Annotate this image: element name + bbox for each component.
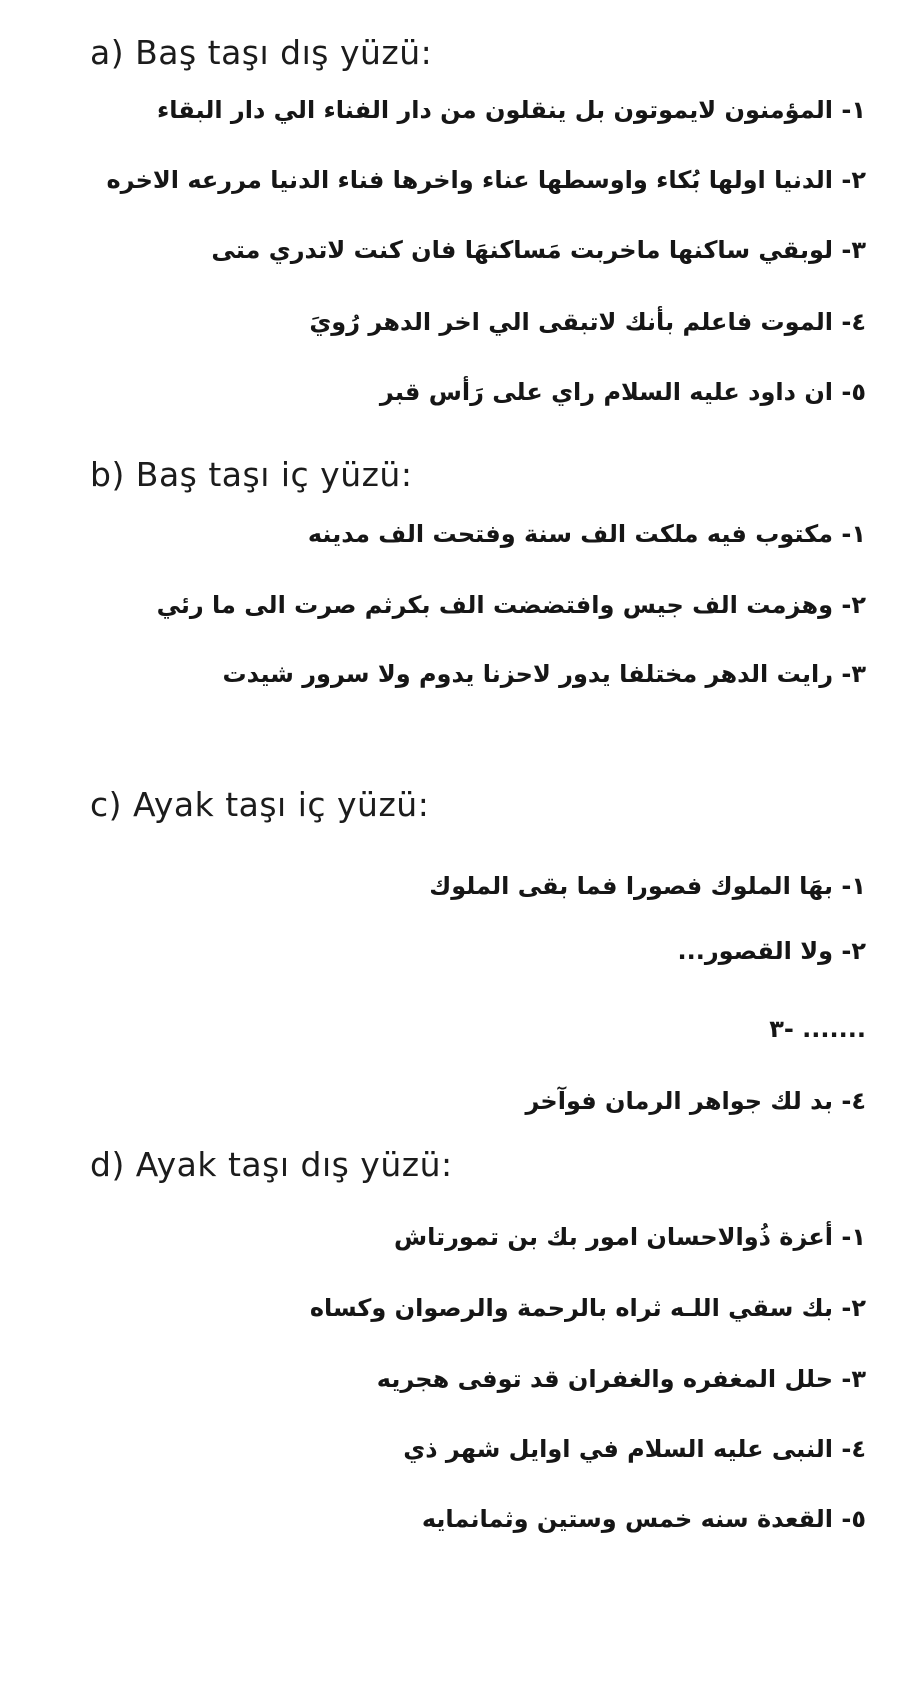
inscription-line: ٥- ان داود عليه السلام راي على رَأس قبر bbox=[379, 378, 866, 406]
inscription-line: ١- بهَا الملوك فصورا فما بقى الملوك bbox=[429, 872, 866, 900]
inscription-line: ٢- الدنيا اولها بُكاء واوسطها عناء واخرها فناء الدنيا مررعه الاخره bbox=[106, 166, 866, 194]
inscription-line: ٤- النبى عليه السلام في اوايل شهر ذي bbox=[403, 1435, 866, 1463]
section-heading: b) Baş taşı iç yüzü: bbox=[90, 455, 413, 494]
inscription-line: ٤- بد لك جواهر الرمان فوآخر bbox=[525, 1087, 866, 1115]
inscription-line: ٢- وهزمت الف جيس وافتضضت الف بكرثم صرت الى ما رئي bbox=[156, 591, 866, 619]
inscription-line: ٤- الموت فاعلم بأنك لاتبقى الي اخر الدهر رُويَ bbox=[309, 308, 866, 336]
inscription-line: ١- المؤمنون لايموتون بل ينقلون من دار الفناء الي دار البقاء bbox=[156, 96, 866, 124]
inscription-line: ١- مكتوب فيه ملكت الف سنة وفتحت الف مدينه bbox=[307, 520, 866, 548]
inscription-line: ٢- بك سقي اللـه ثراه بالرحمة والرصوان وكساه bbox=[309, 1294, 866, 1322]
inscription-line: ٣- رايت الدهر مختلفا يدور لاحزنا يدوم ولا سرور شيدت bbox=[222, 660, 866, 688]
inscription-line: ٣- حلل المغفره والغفران قد توفى هجريه bbox=[376, 1365, 866, 1393]
inscription-line: ٣- لوبقي ساكنها ماخربت مَساكنهَا فان كنت لاتدري متى bbox=[211, 236, 866, 264]
inscription-line: ٢- ولا القصور... bbox=[677, 937, 866, 965]
inscription-line: ١- أعزة ذُوالاحسان امور بك بن تمورتاش bbox=[393, 1223, 866, 1251]
inscription-line: ٥- القعدة سنه خمس وستين وثمانمايه bbox=[421, 1505, 866, 1533]
section-heading: c) Ayak taşı iç yüzü: bbox=[90, 785, 430, 824]
section-heading: a) Baş taşı dış yüzü: bbox=[90, 33, 433, 72]
section-heading: d) Ayak taşı dış yüzü: bbox=[90, 1145, 453, 1184]
inscription-line: ٣- ....... bbox=[769, 1015, 866, 1043]
